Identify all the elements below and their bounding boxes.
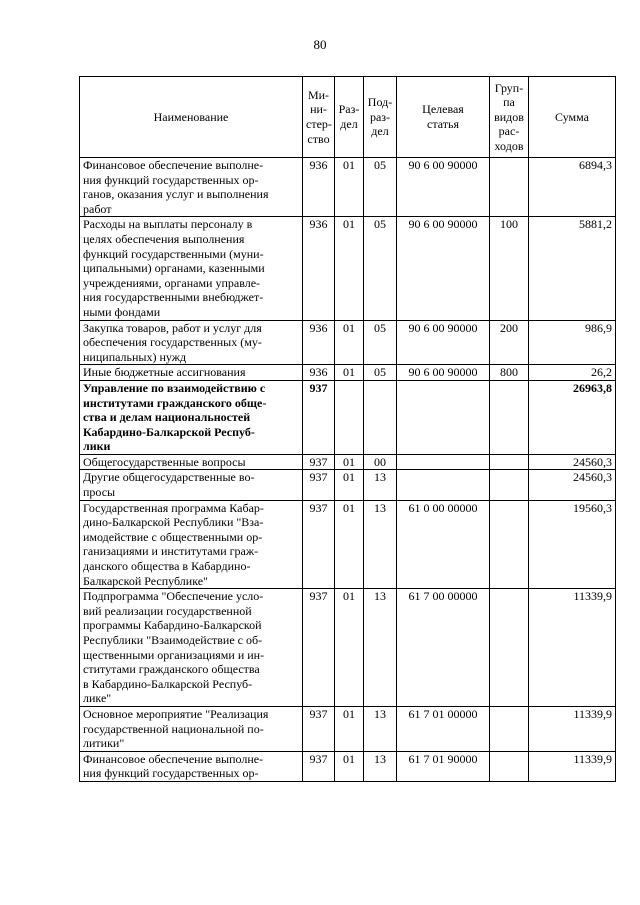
cell-expense-group xyxy=(490,706,529,751)
cell-section: 01 xyxy=(335,217,364,320)
cell-ministry: 937 xyxy=(303,706,335,751)
table-row xyxy=(80,158,616,217)
cell-name: Иные бюджетные ассигнования xyxy=(80,365,303,381)
cell-expense-group xyxy=(490,158,529,217)
cell-name: Общегосударственные вопросы xyxy=(80,454,303,470)
cell-expense-group xyxy=(490,500,529,589)
cell-target-article xyxy=(397,470,490,500)
cell-expense-group: 100 xyxy=(490,217,529,320)
cell-expense-group: 800 xyxy=(490,365,529,381)
cell-section: 01 xyxy=(335,158,364,217)
header-sum: Сумма xyxy=(529,77,616,158)
cell-subsection: 05 xyxy=(364,320,397,365)
cell-expense-group xyxy=(490,751,529,781)
cell-name: Расходы на выплаты персоналу в целях обеспечения выполнения функций государственными (муни- ципальными) органами, казенными учреждениями, органами управле- ния государственными внебюджет- ными фондами xyxy=(80,217,303,320)
cell-section: 01 xyxy=(335,470,364,500)
table-row xyxy=(80,454,616,470)
table-row xyxy=(80,365,616,381)
cell-sum: 6894,3 xyxy=(529,158,616,217)
cell-subsection: 13 xyxy=(364,751,397,781)
cell-ministry: 936 xyxy=(303,217,335,320)
cell-ministry: 936 xyxy=(303,320,335,365)
cell-section xyxy=(335,380,364,454)
cell-subsection: 05 xyxy=(364,365,397,381)
cell-subsection: 05 xyxy=(364,158,397,217)
page-number: 80 xyxy=(313,37,327,52)
cell-sum: 11339,9 xyxy=(529,751,616,781)
cell-subsection: 13 xyxy=(364,706,397,751)
cell-expense-group: 200 xyxy=(490,320,529,365)
cell-sum: 5881,2 xyxy=(529,217,616,320)
cell-expense-group xyxy=(490,589,529,707)
table-body xyxy=(80,158,616,782)
budget-table xyxy=(79,76,616,782)
cell-ministry: 937 xyxy=(303,751,335,781)
cell-name: Подпрограмма "Обеспечение усло- вий реализации государственной программы Кабардино-Балкарской Республики "Взаимодействие с об- щественными организациями и ин- ститутами гражданского общества в Кабардино-Балкарской Респуб- лике" xyxy=(80,589,303,707)
cell-target-article: 90 6 00 90000 xyxy=(397,158,490,217)
header-name: Наименование xyxy=(80,77,303,158)
cell-name: Основное мероприятие "Реализация государственной национальной по- литики" xyxy=(80,706,303,751)
cell-ministry: 937 xyxy=(303,500,335,589)
cell-target-article: 61 7 01 00000 xyxy=(397,706,490,751)
cell-subsection: 13 xyxy=(364,470,397,500)
header-section: Раз- дел xyxy=(335,77,364,158)
cell-target-article: 61 7 01 90000 xyxy=(397,751,490,781)
cell-ministry: 937 xyxy=(303,454,335,470)
cell-section: 01 xyxy=(335,589,364,707)
table-row xyxy=(80,320,616,365)
cell-section: 01 xyxy=(335,454,364,470)
cell-target-article: 61 7 00 00000 xyxy=(397,589,490,707)
cell-sum: 24560,3 xyxy=(529,470,616,500)
cell-target-article: 90 6 00 90000 xyxy=(397,320,490,365)
cell-section: 01 xyxy=(335,320,364,365)
cell-subsection xyxy=(364,380,397,454)
table-row xyxy=(80,217,616,320)
cell-sum: 24560,3 xyxy=(529,454,616,470)
table-row xyxy=(80,589,616,707)
cell-sum: 26,2 xyxy=(529,365,616,381)
cell-target-article: 90 6 00 90000 xyxy=(397,217,490,320)
header-row xyxy=(80,77,616,158)
table-row xyxy=(80,500,616,589)
table-row xyxy=(80,470,616,500)
cell-target-article: 61 0 00 00000 xyxy=(397,500,490,589)
table-row xyxy=(80,706,616,751)
cell-section: 01 xyxy=(335,706,364,751)
cell-sum: 26963,8 xyxy=(529,380,616,454)
cell-ministry: 937 xyxy=(303,380,335,454)
cell-expense-group xyxy=(490,380,529,454)
cell-ministry: 937 xyxy=(303,470,335,500)
cell-target-article xyxy=(397,454,490,470)
cell-expense-group xyxy=(490,454,529,470)
cell-subsection: 00 xyxy=(364,454,397,470)
cell-sum: 11339,9 xyxy=(529,706,616,751)
cell-target-article xyxy=(397,380,490,454)
header-expense-group: Груп- па видов рас- ходов xyxy=(490,77,529,158)
cell-sum: 19560,3 xyxy=(529,500,616,589)
header-subsection: Под- раз- дел xyxy=(364,77,397,158)
cell-section: 01 xyxy=(335,500,364,589)
cell-ministry: 936 xyxy=(303,158,335,217)
cell-name: Другие общегосударственные во- просы xyxy=(80,470,303,500)
cell-target-article: 90 6 00 90000 xyxy=(397,365,490,381)
cell-subsection: 13 xyxy=(364,500,397,589)
header-ministry: Ми- ни- стер- ство xyxy=(303,77,335,158)
table-row xyxy=(80,751,616,781)
table-row xyxy=(80,380,616,454)
cell-name: Государственная программа Кабар- дино-Балкарской Республики "Вза- имодействие с общественными ор- ганизациями и институтами граж- данского общества в Кабардино- Балкарской Республике" xyxy=(80,500,303,589)
cell-name: Финансовое обеспечение выполне- ния функций государственных ор- xyxy=(80,751,303,781)
cell-ministry: 937 xyxy=(303,589,335,707)
cell-name: Закупка товаров, работ и услуг для обеспечения государственных (му- ниципальных) нужд xyxy=(80,320,303,365)
cell-section: 01 xyxy=(335,365,364,381)
cell-name: Финансовое обеспечение выполне- ния функций государственных ор- ганов, оказания услуг и выполнения работ xyxy=(80,158,303,217)
cell-sum: 11339,9 xyxy=(529,589,616,707)
cell-sum: 986,9 xyxy=(529,320,616,365)
cell-ministry: 936 xyxy=(303,365,335,381)
cell-name: Управление по взаимодействию с институтами гражданского обще- ства и делам национальностей Кабардино-Балкарской Респуб- лики xyxy=(80,380,303,454)
cell-subsection: 13 xyxy=(364,589,397,707)
cell-expense-group xyxy=(490,470,529,500)
cell-section: 01 xyxy=(335,751,364,781)
header-target-article: Целевая статья xyxy=(397,77,490,158)
cell-subsection: 05 xyxy=(364,217,397,320)
